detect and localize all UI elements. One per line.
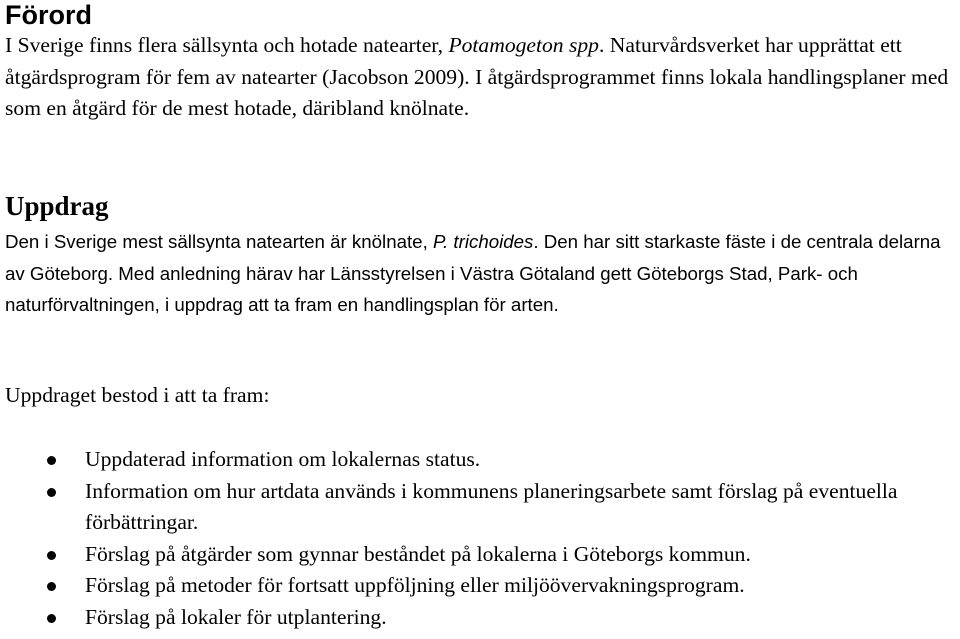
uppdrag-paragraph xyxy=(5,226,957,321)
list-item-text: Förslag på metoder för fortsatt uppföljning eller miljöövervakningsprogram. xyxy=(85,573,745,597)
uppdrag-text-1: Den i Sverige mest sällsynta natearten är knölnate, xyxy=(5,231,433,252)
list-item xyxy=(5,570,957,602)
bullet-icon xyxy=(47,456,56,465)
document-page xyxy=(5,0,957,629)
forord-paragraph xyxy=(5,30,957,125)
bullet-icon xyxy=(47,614,56,623)
forord-text-2: . Naturvårdsverket har upprättat ett åtgärdsprogram för fem av natearter (Jacobson 2009). I åtgärdsprogrammet finns lokala handlingsplaner med som en åtgärd för de mest hotade, däribland knölnate. xyxy=(5,33,949,120)
uppdrag-heading: Uppdrag xyxy=(5,191,109,221)
intro-paragraph: Uppdraget bestod i att ta fram: xyxy=(5,383,270,407)
bullet-icon xyxy=(47,488,56,497)
list-item-text: Förslag på åtgärder som gynnar beståndet på lokalerna i Göteborgs kommun. xyxy=(85,541,751,566)
list-item-text: Förslag på lokaler för utplantering. xyxy=(85,604,387,629)
bullet-icon xyxy=(47,582,56,591)
list-item xyxy=(5,602,957,634)
list-item xyxy=(5,444,957,476)
forord-heading: Förord xyxy=(5,0,92,30)
forord-text-1: I Sverige finns flera sällsynta och hotade natearter, xyxy=(5,33,449,57)
task-list xyxy=(5,444,957,633)
bullet-icon xyxy=(47,551,56,560)
forord-species-italic: Potamogeton spp xyxy=(448,33,599,57)
list-item-text: Information om hur artdata används i kommunens planeringsarbete samt förslag på eventuella förbättringar. xyxy=(85,478,898,534)
list-item xyxy=(5,476,957,539)
list-item xyxy=(5,539,957,571)
uppdrag-text-2: . Den har sitt starkaste fäste i de centrala delarna av Göteborg. Med anledning härav har Länsstyrelsen i Västra Götaland gett Göteborgs Stad, Park- och naturförvaltningen, i uppdrag att ta fram en handlingsplan för arten. xyxy=(5,231,941,315)
uppdrag-species-italic: P. trichoides xyxy=(432,231,534,252)
list-item-text: Uppdaterad information om lokalernas status. xyxy=(85,447,481,471)
